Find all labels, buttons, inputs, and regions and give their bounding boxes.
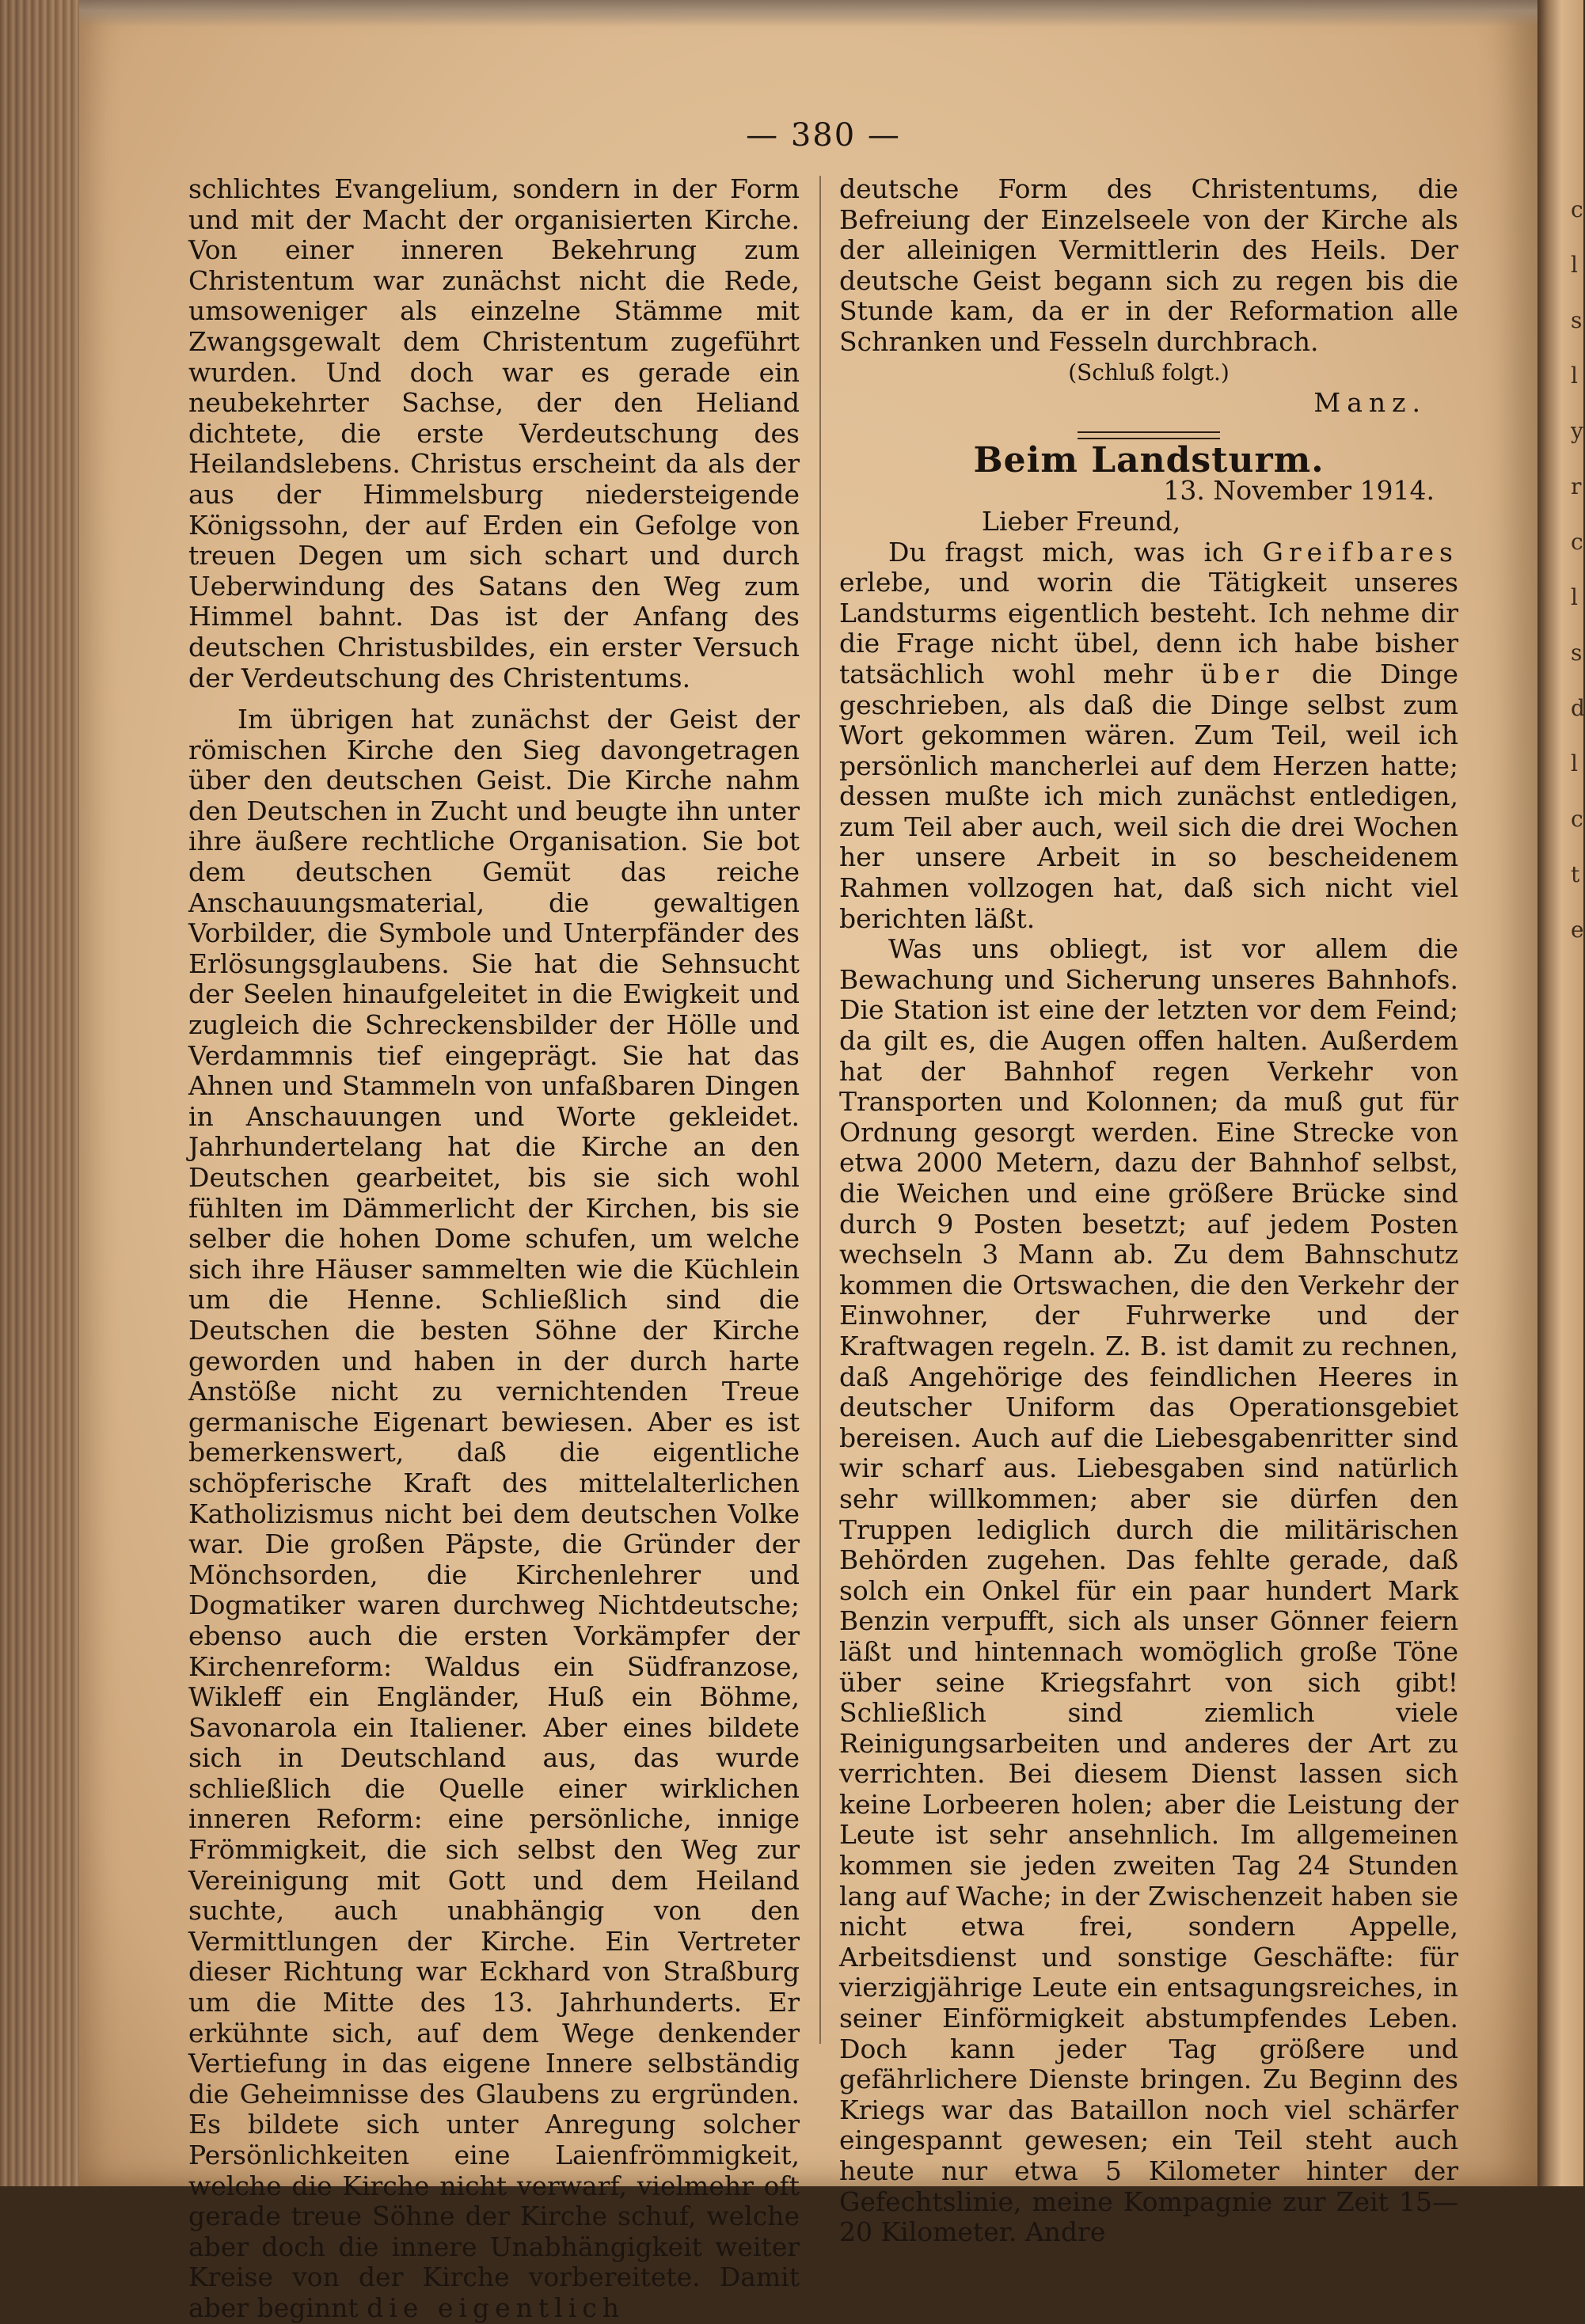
left-paragraph-2-text: Im übrigen hat zunächst der Geist der römischen Kirche den Sieg davongetragen über den deutschen Geist. Die Kirche nahm den Deutschen in Zucht und beugte ihn unter ihre äußere rechtliche Organisation. Sie bot dem deutschen Gemüt das reiche Anschauungsmaterial, die gewaltigen Vorbilder, die Symbole und Unterpfänder des Erlösungsglaubens. Sie hat die Sehnsucht der Seelen hinaufgeleitet in die Ewigkeit und zugleich die Schreckensbilder der Hölle und Verdammnis tief eingeprägt. Sie hat das Ahnen und Stammeln von unfaßbaren Dingen in Anschauungen und Worte gekleidet. Jahrhundertelang hat die Kirche an den Deutschen gearbeitet, bis sie sich wohl fühlten im Dämmerlicht der Kirchen, bis sie selber die hohen Dome schufen, um welche sich ihre Häuser sammelten wie die Küchlein um die Henne. Schließlich sind die Deutschen die besten Söhne der Kirche geworden und haben in der durch harte Anstöße nicht zu vernichtenden Treue germanische Eigenart bewiesen. Aber es ist bemerkenswert, daß die eigentliche schöpferische Kraft des mittelalterlichen Katholizismus nicht bei dem deutschen Volke war. Die großen Päpste, die Gründer der Mönchsorden, die Kirchenlehrer und Dogmatiker waren durchweg Nichtdeutsche; ebenso auch die ersten Vorkämpfer der Kirchenreform: Waldus ein Südfranzose, Wikleff ein Engländer, Huß ein Böhme, Savonarola ein Italiener. Aber eines bildete sich in Deutschland aus, das wurde schließlich die Quelle einer wirklichen inneren Reform: eine persönliche, innige Frömmigkeit, die sich selbst den Weg zur Vereinigung mit Gott und dem Heiland suchte, auch unabhängig von den Vermittlungen der Kirche. Ein Vertreter dieser Richtung war Eckhard von Straßburg um die Mitte des 13. Jahrhunderts. Er erkühnte sich, auf dem Wege denkender Vertiefung in das eigene Innere selbständig die Geheimnisse des Glaubens zu ergründen. Es bildete sich unter Anregung solcher Persönlichkeiten eine Laienfrömmigkeit, welche die Kirche nicht verwarf, vielmehr oft gerade treue Söhne der Kirche schuf, welche aber doch die innere Unabhängigkeit weiter Kreise von der Kirche vorbereitete. Damit aber beginnt (188, 704, 800, 2323)
letter-body: Was uns obliegt, ist vor allem die Bewachung und Sicherung unseres Bahnhofs. Die Station ist eine der letzten vor dem Feind; da gilt es, die Augen offen halten. Außerdem hat der Bahnhof regen Verkehr von Transporten und Kolonnen; da muß gut für Ordnung gesorgt werden. Eine Strecke von etwa 2000 Metern, dazu der Bahnhof selbst, die Weichen und eine größere Brücke sind durch 9 Posten besetzt; auf jedem Posten wechseln 3 Mann ab. Zu dem Bahnschutz kommen die Ortswachen, die den Verkehr der Einwohner, der Fuhrwerke und der Kraftwagen regeln. Z. B. ist damit zu rechnen, daß Angehörige des feindlichen Heeres in deutscher Uniform das Operationsgebiet bereisen. Auch auf die Liebesgabenritter sind wir scharf aus. Liebesgaben sind natürlich sehr willkommen; aber sie dürfen den Truppen lediglich durch die militärischen Behörden zugehen. Das fehlte gerade, daß solch ein Onkel für ein paar hundert Mark Benzin verpufft, sich als unser Gönner feiern läßt und hintennach womöglich große Töne über seine Kriegsfahrt von sich gibt! Schließlich sind ziemlich viele Reinigungsarbeiten und anderes der Art zu verrichten. Bei diesem Dienst lassen sich keine Lorbeeren holen; aber die Leistung der Leute ist sehr ansehnlich. Im allgemeinen kommen sie jeden zweiten Tag 24 Stunden lang auf Wache; in der Zwischenzeit haben sie nicht etwa frei, sondern Appelle, Arbeitsdienst und sonstige Geschäfte: für vierzigjährige Leute ein entsagungsreiches, in seiner Einförmigkeit abstumpfendes Leben. Doch kann jeder Tag größere und gefährlichere Dienste bringen. Zu Beginn des Kriegs war das Bataillon noch viel schärfer eingespannt gewesen; ein Teil steht auch heute nur etwa 5 Kilometer hinter der Gefechtslinie, meine Kompagnie zur Zeit 15—20 Kilometer. Andre (839, 933, 1458, 2248)
article-title: Beim Landsturm. (973, 439, 1325, 480)
page-number: — 380 — (746, 117, 901, 154)
letter-intro-b: erlebe, und worin die Tätigkeit unseres Landsturms eigentlich besteht. Ich nehme dir die Frage nicht übel, denn ich habe bisher tatsächlich wohl mehr (839, 567, 1458, 689)
letter-salutation: Lieber Freund, (982, 505, 1181, 537)
letter-intro-spaced-1: Greifbares (1262, 536, 1458, 568)
section-divider (1078, 431, 1220, 439)
letter-intro-spaced-2: über (1200, 658, 1284, 689)
page-top-shadow (79, 0, 1537, 27)
left-paragraph-1: schlichtes Evangelium, sondern in der Form und mit der Macht der organisierten Kirche. Von einer inneren Bekehrung zum Christentum war zunächst nicht die Rede, umsoweniger als einzelne Stämme mit Zwangsgewalt dem Christentum zugeführt wurden. Und doch war es gerade ein neubekehrter Sachse, der den Heliand dichtete, die erste Verdeutschung des Heilandslebens. Christus erscheint da als der aus der Himmelsburg niedersteigende Königssohn, der auf Erden ein Gefolge von treuen Degen um sich schart und durch Ueberwindung des Satans den Weg zum Himmel bahnt. Das ist der Anfang des deutschen Christusbildes, ein erster Versuch der Verdeutschung des Christentums. (188, 173, 800, 693)
left-column (188, 174, 800, 2324)
page-stack-edge (0, 0, 79, 2186)
column-divider (819, 176, 821, 2044)
right-column (839, 174, 1458, 2248)
left-closing-spaced: die eigentlich (367, 2292, 625, 2323)
facing-page-letters: c l s l y r c l s d l c t e (1571, 196, 1585, 943)
letter-date: 13. November 1914. (1163, 475, 1435, 507)
letter-intro-a: Du fragst mich, was ich (888, 536, 1244, 568)
letter-intro (839, 537, 1458, 935)
author-signature: Manz. (1313, 387, 1427, 419)
left-paragraph-2 (188, 704, 800, 2323)
right-continuation: deutsche Form des Christentums, die Befreiung der Einzelseele von der Kirche als der alleinigen Vermittlerin des Heils. Der deutsche Geist begann sich zu regen bis die Stunde kam, da er in der Reformation alle Schranken und Fesseln durchbrach. (839, 173, 1458, 357)
continuation-note: (Schluß folgt.) (1068, 359, 1230, 385)
letter-intro-c: die Dinge geschrieben, als daß die Dinge selbst zum Wort gekommen wären. Zum Teil, weil ich persönlich mancherlei auf dem Herzen hatte; dessen mußte ich mich zunächst entledigen, zum Teil aber auch, weil sich die drei Wochen her unsere Arbeit in so bescheidenem Rahmen vollzogen hat, daß sich nicht viel berichten läßt. (839, 658, 1458, 934)
